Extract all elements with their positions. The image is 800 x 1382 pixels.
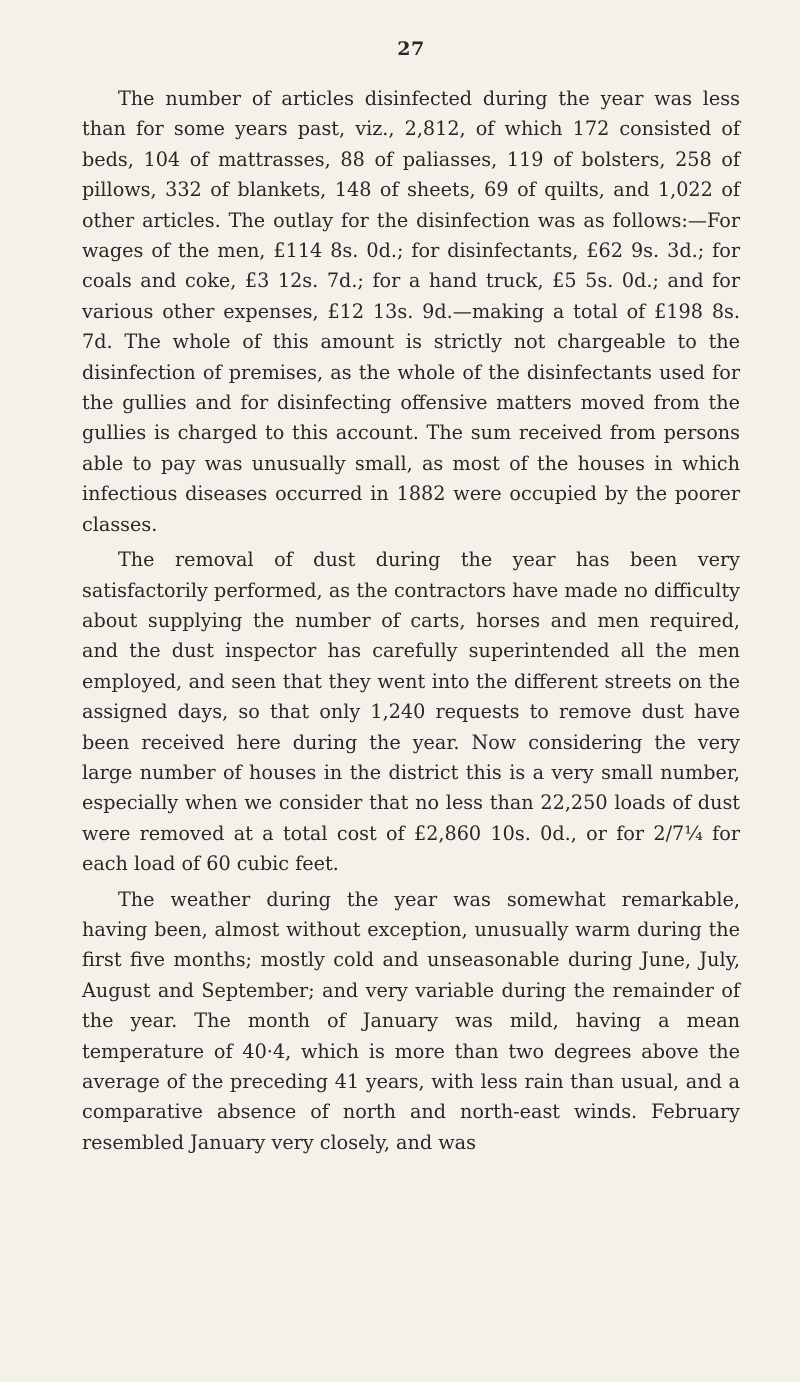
paragraph-weather: The weather during the year was somewhat remarkable, having been, almost without exception, unusually warm during the first five months; mostly cold and unseasonable during June, July, August and September; and very variable during the remainder of the year. The month of January was mild, having a mean temperature of 40·4, which is more than two degrees above the average of the preceding 41 years, with less rain than usual, and a comparative absence of north and north-east winds. February resembled January very closely, and was bbox=[82, 887, 740, 1154]
paragraph-disinfection: The number of articles disinfected during the year was less than for some years past, viz., 2,812, of which 172 consisted of beds, 104 of mattrasses, 88 of paliasses, 119 of bolsters, 258 of pillows, 332 of blankets, 148 of sheets, 69 of quilts, and 1,022 of other articles. The outlay for the disinfection was as follows:—For wages of the men, £114 8s. 0d.; for disinfectants, £62 9s. 3d.; for coals and coke, £3 12s. 7d.; for a hand truck, £5 5s. 0d.; and for various other expenses, £12 13s. 9d.—making a total of £198 8s. 7d. The whole of this amount is strictly not chargeable to the disinfection of premises, as the whole of the disinfectants used for the gullies and for disinfecting offensive matters moved from the gullies is charged to this account. The sum received from persons able to pay was unusually small, as most of the houses in which infectious diseases occurred in 1882 were occupied by the poorer classes. bbox=[82, 87, 740, 536]
document-page bbox=[82, 38, 740, 1158]
paragraph-dust-removal: The removal of dust during the year has been very satisfactorily performed, as the contractors have made no difficulty about supplying the number of carts, horses and men required, and the dust inspector has carefully superintended all the men employed, and seen that they went into the different streets on the assigned days, so that only 1,240 requests to remove dust have been received here during the year. Now considering the very large number of houses in the district this is a very small number, especially when we consider that no less than 22,250 loads of dust were removed at a total cost of £2,860 10s. 0d., or for 2/7¼ for each load of 60 cubic feet. bbox=[82, 548, 740, 876]
page-number: 27 bbox=[397, 38, 425, 60]
